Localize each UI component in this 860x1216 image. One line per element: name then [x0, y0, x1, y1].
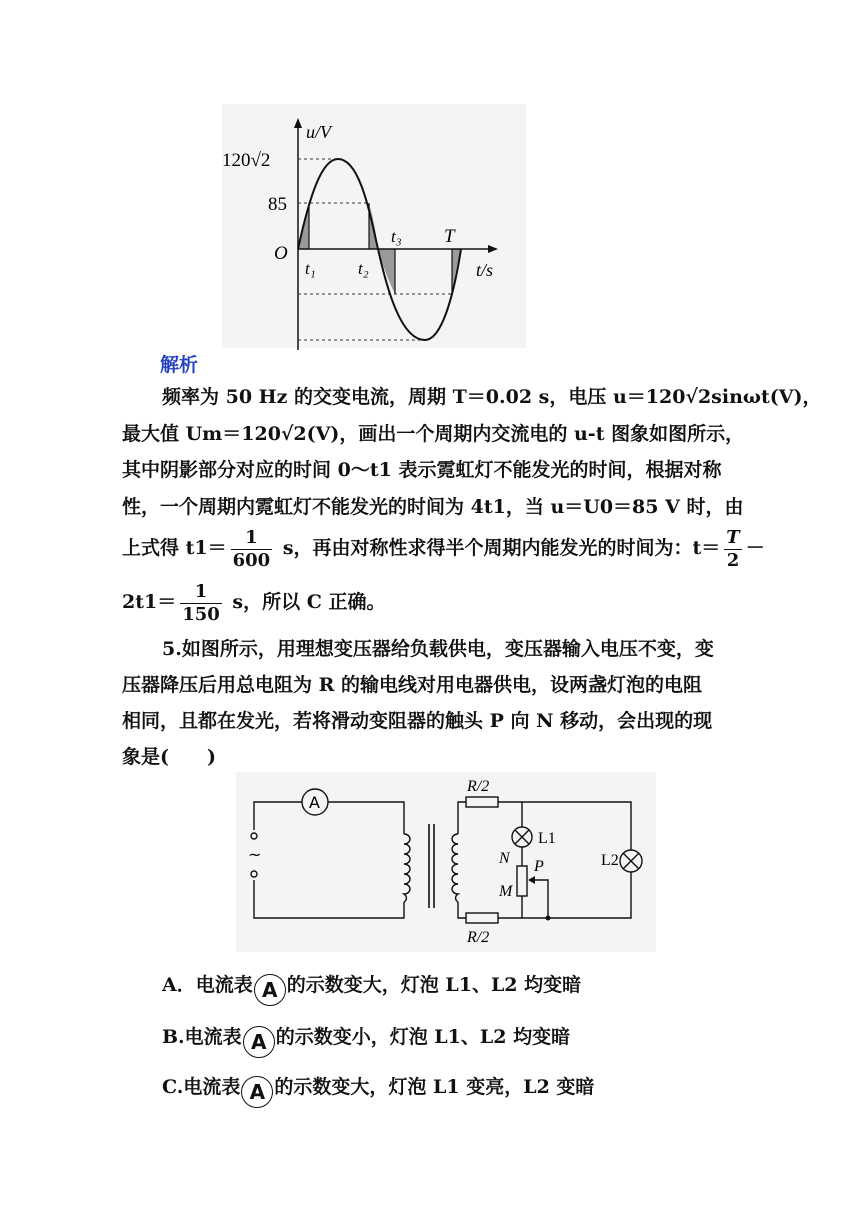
line5-end: －	[745, 537, 765, 559]
t2-label: t₂	[358, 259, 369, 278]
circuit-diagram	[236, 772, 656, 952]
option-c-text: 的示数变大，灯泡 L1 变亮，L2 变暗	[274, 1076, 595, 1098]
t3-label: t₃	[391, 227, 402, 246]
ac-source-symbol: ~	[248, 845, 262, 864]
option-a[interactable]	[162, 971, 581, 1006]
analysis-line-3: 其中阴影部分对应的时间 0～t1 表示霓虹灯不能发光的时间，根据对称	[122, 459, 722, 481]
resistor-top-label: R/2	[467, 778, 490, 795]
lamp2-label: L2	[601, 852, 619, 869]
analysis-line-2: 最大值 Um＝120√2(V)，画出一个周期内交流电的 u-t 图象如图所示，	[122, 423, 745, 445]
ut-graph	[210, 104, 530, 354]
option-b-text: 的示数变小，灯泡 L1、L2 均变暗	[275, 1026, 571, 1048]
analysis-line-5	[122, 524, 765, 572]
analysis-line-6	[122, 578, 742, 626]
line5-suffix: s，再由对称性求得半个周期内能发光的时间为：t＝	[276, 537, 721, 559]
P-label: P	[534, 858, 544, 875]
option-c-prefix: C.电流表	[162, 1076, 241, 1098]
question-line-3: 相同，且都在发光，若将滑动变阻器的触头 P 向 N 移动，会出现的现	[122, 710, 713, 732]
N-label: N	[499, 850, 510, 867]
fraction-1-150: $\frac{1}{150}$	[182, 580, 220, 625]
question-line-2: 压器降压后用总电阻为 R 的输电线对用电器供电，设两盏灯泡的电阻	[122, 674, 703, 696]
line6-suffix: s，所以 C 正确。	[225, 591, 386, 613]
question-line-1: 5.如图所示，用理想变压器给负载供电，变压器输入电压不变，变	[162, 638, 714, 660]
x-axis-arrow	[488, 245, 498, 253]
option-a-prefix: A．电流表	[162, 974, 253, 996]
analysis-line-4: 性，一个周期内霓虹灯不能发光的时间为 4t1，当 u＝U0＝85 V 时，由	[122, 496, 744, 518]
slider-arrow	[528, 876, 535, 884]
line6-prefix: 2t1＝	[122, 591, 177, 613]
ammeter-icon: A	[254, 974, 286, 1006]
ammeter-icon: A	[243, 1026, 275, 1058]
analysis-line-1: 频率为 50 Hz 的交变电流，周期 T＝0.02 s，电压 u＝120√2sinωt(V)，	[162, 386, 822, 408]
y-axis-label: u/V	[306, 122, 331, 142]
analysis-heading: 解析	[160, 354, 199, 376]
fraction-T-2: $\frac{T}{2}$	[726, 526, 740, 571]
T-label: T	[444, 226, 455, 247]
fraction-1-600: $\frac{1}{600}$	[232, 526, 271, 571]
ammeter-icon: A	[241, 1076, 273, 1108]
y-axis-arrow	[294, 118, 302, 128]
option-b-prefix: B.电流表	[162, 1026, 242, 1048]
resistor-bottom-label: R/2	[467, 929, 490, 946]
y-85-label: 85	[268, 194, 287, 215]
option-c[interactable]	[162, 1073, 594, 1108]
option-b[interactable]	[162, 1023, 570, 1058]
question-line-4: 象是( )	[122, 746, 216, 768]
lamp1-label: L1	[538, 830, 556, 847]
y-max-label: 120√2	[222, 150, 271, 171]
x-axis-label: t/s	[476, 260, 494, 280]
option-a-text: 的示数变大，灯泡 L1、L2 均变暗	[286, 974, 582, 996]
origin-label: O	[274, 243, 288, 264]
t1-label: t₁	[305, 259, 316, 278]
ammeter-symbol: A	[309, 793, 320, 812]
line5-prefix: 上式得 t1＝	[122, 537, 227, 559]
junction-dot	[546, 916, 551, 921]
M-label: M	[499, 883, 513, 900]
